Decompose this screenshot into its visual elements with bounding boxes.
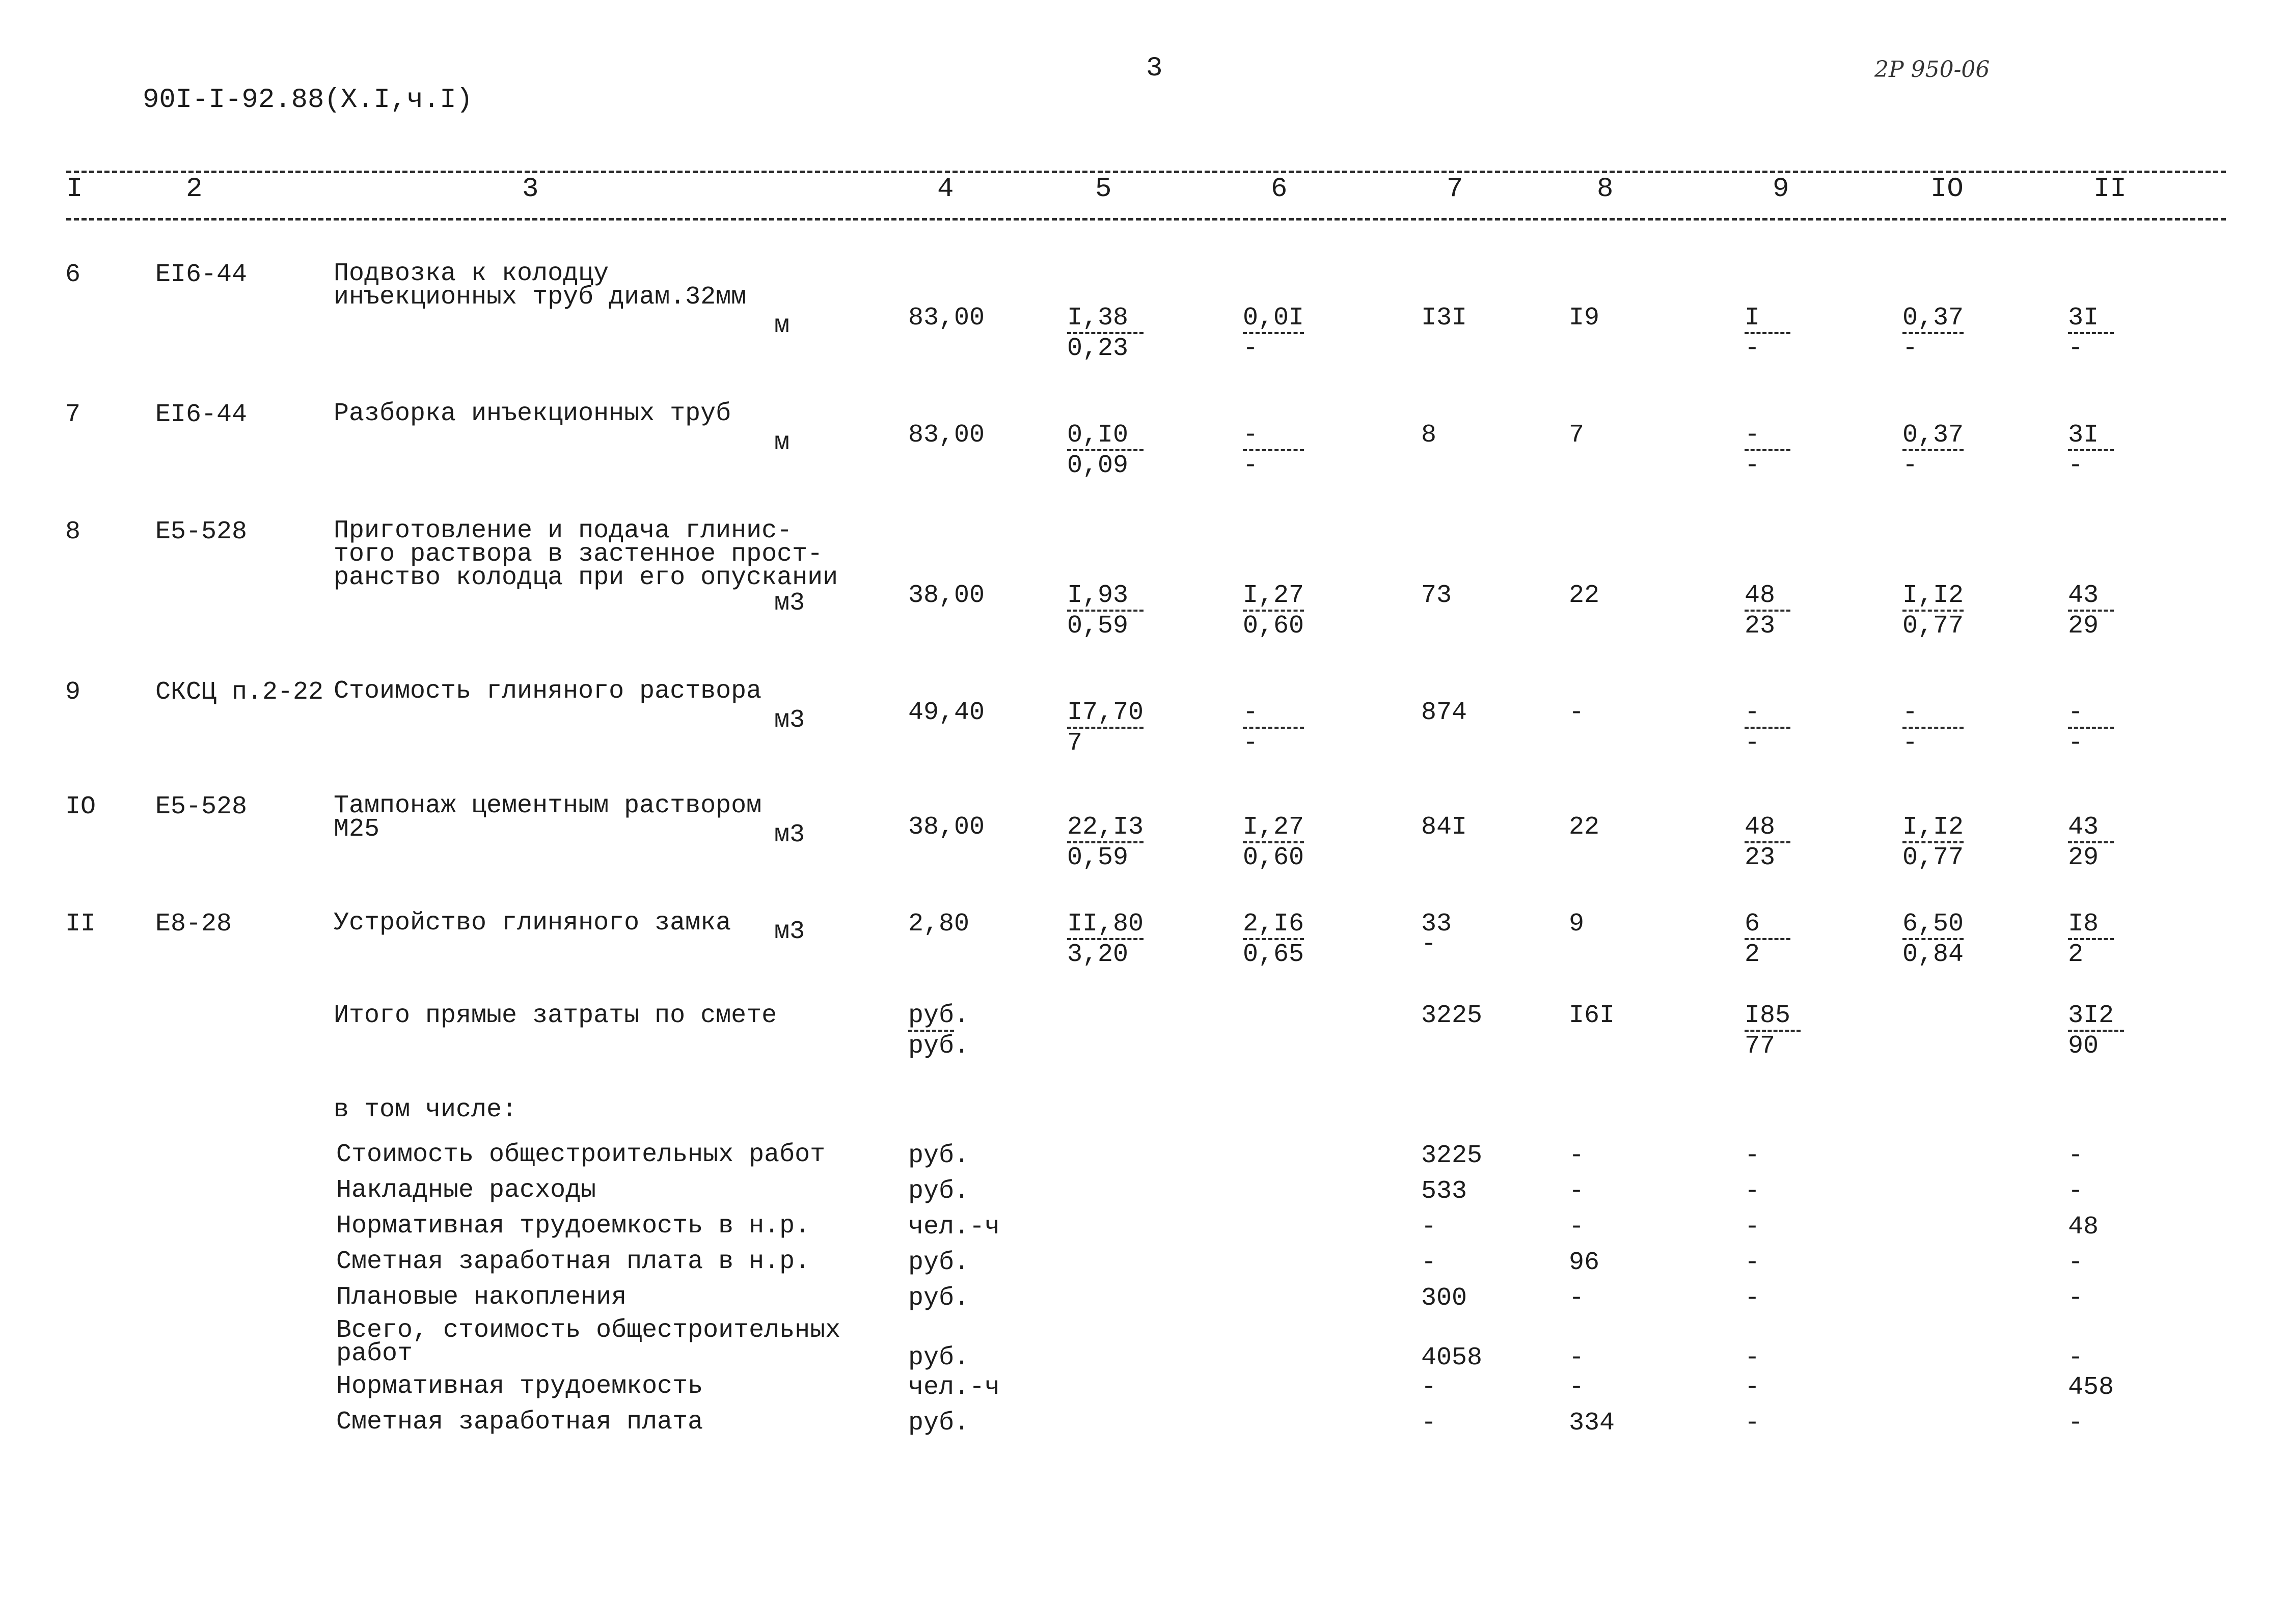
summary-label: Нормативная трудоемкость в н.р. (336, 1212, 810, 1241)
row-col6-top: I,27 (1243, 813, 1304, 842)
summary-col11: - (2068, 1177, 2084, 1206)
column-header-4: 4 (937, 174, 954, 205)
summary-label: Сметная заработная плата (336, 1408, 703, 1437)
summary-unit: руб. (908, 1248, 970, 1277)
summary-unit: руб. (908, 1284, 970, 1313)
row-col5-bottom: 0,23 (1067, 334, 1129, 363)
summary-col11: 458 (2068, 1373, 2114, 1402)
row-description: Подвозка к колодцу инъекционных труб диам.32мм (334, 259, 747, 312)
summary-col9: - (1745, 1373, 1760, 1402)
row-col7: I3I (1421, 304, 1467, 333)
row-code: E8-28 (155, 910, 232, 939)
row-col11-bottom: 2 (2068, 940, 2084, 969)
row-col9-bottom: 23 (1745, 843, 1776, 872)
row-col8: 22 (1569, 581, 1600, 610)
summary-col8: - (1569, 1284, 1585, 1313)
row-quantity: 83,00 (908, 304, 985, 333)
total-col9-top: I85 (1745, 1001, 1791, 1030)
row-col10-top: 0,37 (1902, 421, 1964, 450)
row-col8: - (1569, 698, 1585, 727)
row-col5-bottom: 7 (1067, 729, 1083, 758)
row-col9-bottom: - (1745, 334, 1760, 363)
row-col10-bottom: 0,77 (1902, 612, 1964, 641)
row-col9-top: 48 (1745, 581, 1776, 610)
row-description: Приготовление и подача глинис- того раствора в застенное прост- ранство колодца при его опускании (334, 516, 838, 592)
total-col11-top: 3I2 (2068, 1001, 2114, 1030)
summary-col9: - (1745, 1141, 1760, 1170)
summary-col7: 4058 (1421, 1343, 1483, 1372)
row-col11-top: 3I (2068, 421, 2099, 450)
row-col10-top: 6,50 (1902, 910, 1964, 939)
summary-col9: - (1745, 1177, 1760, 1206)
row-col6-bottom: 0,65 (1243, 940, 1304, 969)
row-unit: м3 (774, 820, 805, 849)
row-number: 7 (65, 400, 81, 429)
total-unit-bottom: руб. (908, 1032, 970, 1061)
row-col11-top: 3I (2068, 304, 2099, 333)
summary-col9: - (1745, 1409, 1760, 1438)
row-col6-bottom: - (1243, 729, 1259, 758)
summary-col7: 533 (1421, 1177, 1467, 1206)
summary-col7: - (1421, 1373, 1437, 1402)
row-col5-bottom: 0,09 (1067, 451, 1129, 480)
row-col9-top: I (1745, 304, 1760, 333)
summary-label: Сметная заработная плата в н.р. (336, 1247, 810, 1276)
row-col6-bottom: 0,60 (1243, 612, 1304, 641)
summary-unit: руб. (908, 1177, 970, 1206)
row-col5-top: II,80 (1067, 910, 1144, 939)
header-top-rule (66, 171, 2226, 173)
row-description: Устройство глиняного замка (334, 909, 731, 938)
summary-col11: 48 (2068, 1213, 2099, 1242)
row-number: 6 (65, 260, 81, 289)
summary-col8: 96 (1569, 1248, 1600, 1277)
row-quantity: 2,80 (908, 910, 970, 939)
column-header-8: 8 (1597, 174, 1614, 205)
column-header-1: I (66, 174, 83, 205)
row-col9-top: 6 (1745, 910, 1760, 939)
row-col9-top: 48 (1745, 813, 1776, 842)
row-col6-top: 2,I6 (1243, 910, 1304, 939)
summary-col8: - (1569, 1141, 1585, 1170)
row-col11-bottom: 29 (2068, 843, 2099, 872)
row-description: Разборка инъекционных труб (334, 399, 731, 428)
row-code: СКСЦ п.2-22 (155, 678, 324, 707)
row-col11-top: 43 (2068, 813, 2099, 842)
row-col10-bottom: 0,77 (1902, 843, 1964, 872)
row-description: Стоимость глиняного раствора (334, 677, 762, 706)
row-col9-bottom: - (1745, 451, 1760, 480)
total-col9-bottom: 77 (1745, 1032, 1776, 1061)
row-number: 9 (65, 678, 81, 707)
row-quantity: 38,00 (908, 813, 985, 842)
row-col5-bottom: 0,59 (1067, 612, 1129, 641)
summary-label: Всего, стоимость общестроительных работ (336, 1316, 841, 1368)
row-col5-top: I,93 (1067, 581, 1129, 610)
column-header-6: 6 (1271, 174, 1288, 205)
summary-col8: - (1569, 1343, 1585, 1372)
row-col11-bottom: - (2068, 334, 2084, 363)
row-col5-top: 22,I3 (1067, 813, 1144, 842)
row-col7: 84I (1421, 813, 1467, 842)
row-col6-bottom: - (1243, 451, 1259, 480)
row-col11-bottom: 29 (2068, 612, 2099, 641)
summary-label: Стоимость общестроительных работ (336, 1140, 826, 1169)
row-col11-top: I8 (2068, 910, 2099, 939)
row-code: E5-528 (155, 792, 248, 821)
row-col10-top: I,I2 (1902, 581, 1964, 610)
row-col5-top: 0,I0 (1067, 421, 1129, 450)
header-bottom-rule (66, 218, 2226, 221)
row-col6-top: - (1243, 698, 1259, 727)
column-header-10: IO (1930, 174, 1964, 205)
row-code: EI6-44 (155, 260, 248, 289)
column-header-5: 5 (1095, 174, 1112, 205)
row-quantity: 83,00 (908, 421, 985, 450)
row-col6-top: - (1243, 421, 1259, 450)
document-code: 90I-I-92.88(X.I,ч.I) (143, 85, 473, 116)
summary-col9: - (1745, 1284, 1760, 1313)
row-col10-bottom: - (1902, 334, 1918, 363)
row-col7: 73 (1421, 581, 1452, 610)
page-number: 3 (1146, 53, 1163, 84)
summary-col9: - (1745, 1343, 1760, 1372)
row-col9-bottom: 23 (1745, 612, 1776, 641)
summary-col7: - (1421, 1409, 1437, 1438)
row-col9-top: - (1745, 421, 1760, 450)
row-col5-top: I,38 (1067, 304, 1129, 333)
column-header-2: 2 (186, 174, 203, 205)
row-quantity: 49,40 (908, 698, 985, 727)
summary-unit: руб. (908, 1343, 970, 1372)
summary-col9: - (1745, 1248, 1760, 1277)
row-col8: I9 (1569, 304, 1600, 333)
summary-col7: - (1421, 1213, 1437, 1242)
summary-col11: - (2068, 1284, 2084, 1313)
row-col11-top: - (2068, 698, 2084, 727)
summary-col7: - (1421, 1248, 1437, 1277)
summary-label: Нормативная трудоемкость (336, 1372, 703, 1401)
summary-label: Плановые накопления (336, 1283, 627, 1312)
total-col8: I6I (1569, 1001, 1615, 1030)
row-col8: 7 (1569, 421, 1585, 450)
summary-col8: 334 (1569, 1409, 1615, 1438)
row-col8: 22 (1569, 813, 1600, 842)
row-code: EI6-44 (155, 400, 248, 429)
column-header-3: 3 (522, 174, 539, 205)
summary-col11: - (2068, 1409, 2084, 1438)
summary-unit: чел.-ч (908, 1373, 1000, 1402)
column-header-9: 9 (1773, 174, 1789, 205)
column-header-11: II (2093, 174, 2127, 205)
row-col7: 874 (1421, 698, 1467, 727)
summary-col9: - (1745, 1213, 1760, 1242)
row-col7-dash: - (1421, 930, 1437, 959)
row-col6-bottom: - (1243, 334, 1259, 363)
row-col9-bottom: 2 (1745, 940, 1760, 969)
row-col9-bottom: - (1745, 729, 1760, 758)
row-number: IO (65, 792, 96, 821)
row-number: II (65, 910, 96, 939)
summary-col8: - (1569, 1213, 1585, 1242)
total-unit-top: руб. (908, 1001, 970, 1030)
summary-col11: - (2068, 1141, 2084, 1170)
summary-col11: - (2068, 1248, 2084, 1277)
row-col7: 8 (1421, 421, 1437, 450)
row-col5-bottom: 3,20 (1067, 940, 1129, 969)
row-col7: 33 (1421, 910, 1452, 939)
row-unit: м3 (774, 706, 805, 735)
row-col11-bottom: - (2068, 729, 2084, 758)
total-label: Итого прямые затраты по смете (334, 1001, 777, 1030)
row-col5-bottom: 0,59 (1067, 843, 1129, 872)
row-col11-top: 43 (2068, 581, 2099, 610)
summary-label: Накладные расходы (336, 1176, 596, 1205)
summary-col7: 3225 (1421, 1141, 1483, 1170)
row-col10-bottom: - (1902, 729, 1918, 758)
row-col10-bottom: - (1902, 451, 1918, 480)
including-label: в том числе: (334, 1095, 518, 1124)
column-header-7: 7 (1447, 174, 1463, 205)
row-col6-top: I,27 (1243, 581, 1304, 610)
total-col11-bottom: 90 (2068, 1032, 2099, 1061)
row-number: 8 (65, 517, 81, 546)
row-description: Тампонаж цементным раствором М25 (334, 791, 762, 844)
summary-col11: - (2068, 1343, 2084, 1372)
row-col10-top: - (1902, 698, 1918, 727)
row-col8: 9 (1569, 910, 1585, 939)
row-col10-bottom: 0,84 (1902, 940, 1964, 969)
row-unit: м3 (774, 917, 805, 946)
row-unit: м (774, 311, 790, 340)
summary-unit: руб. (908, 1409, 970, 1438)
row-col5-top: I7,70 (1067, 698, 1144, 727)
row-col9-top: - (1745, 698, 1760, 727)
row-code: E5-528 (155, 517, 248, 546)
handwritten-note: 2Р 950-06 (1874, 57, 1990, 82)
row-quantity: 38,00 (908, 581, 985, 610)
row-col11-bottom: - (2068, 451, 2084, 480)
summary-col7: 300 (1421, 1284, 1467, 1313)
row-col6-top: 0,0I (1243, 304, 1304, 333)
row-unit: м3 (774, 589, 805, 618)
total-col7: 3225 (1421, 1001, 1483, 1030)
row-col6-bottom: 0,60 (1243, 843, 1304, 872)
row-unit: м (774, 428, 790, 457)
row-col10-top: I,I2 (1902, 813, 1964, 842)
summary-col8: - (1569, 1373, 1585, 1402)
summary-col8: - (1569, 1177, 1585, 1206)
summary-unit: руб. (908, 1141, 970, 1170)
row-col10-top: 0,37 (1902, 304, 1964, 333)
summary-unit: чел.-ч (908, 1213, 1000, 1242)
